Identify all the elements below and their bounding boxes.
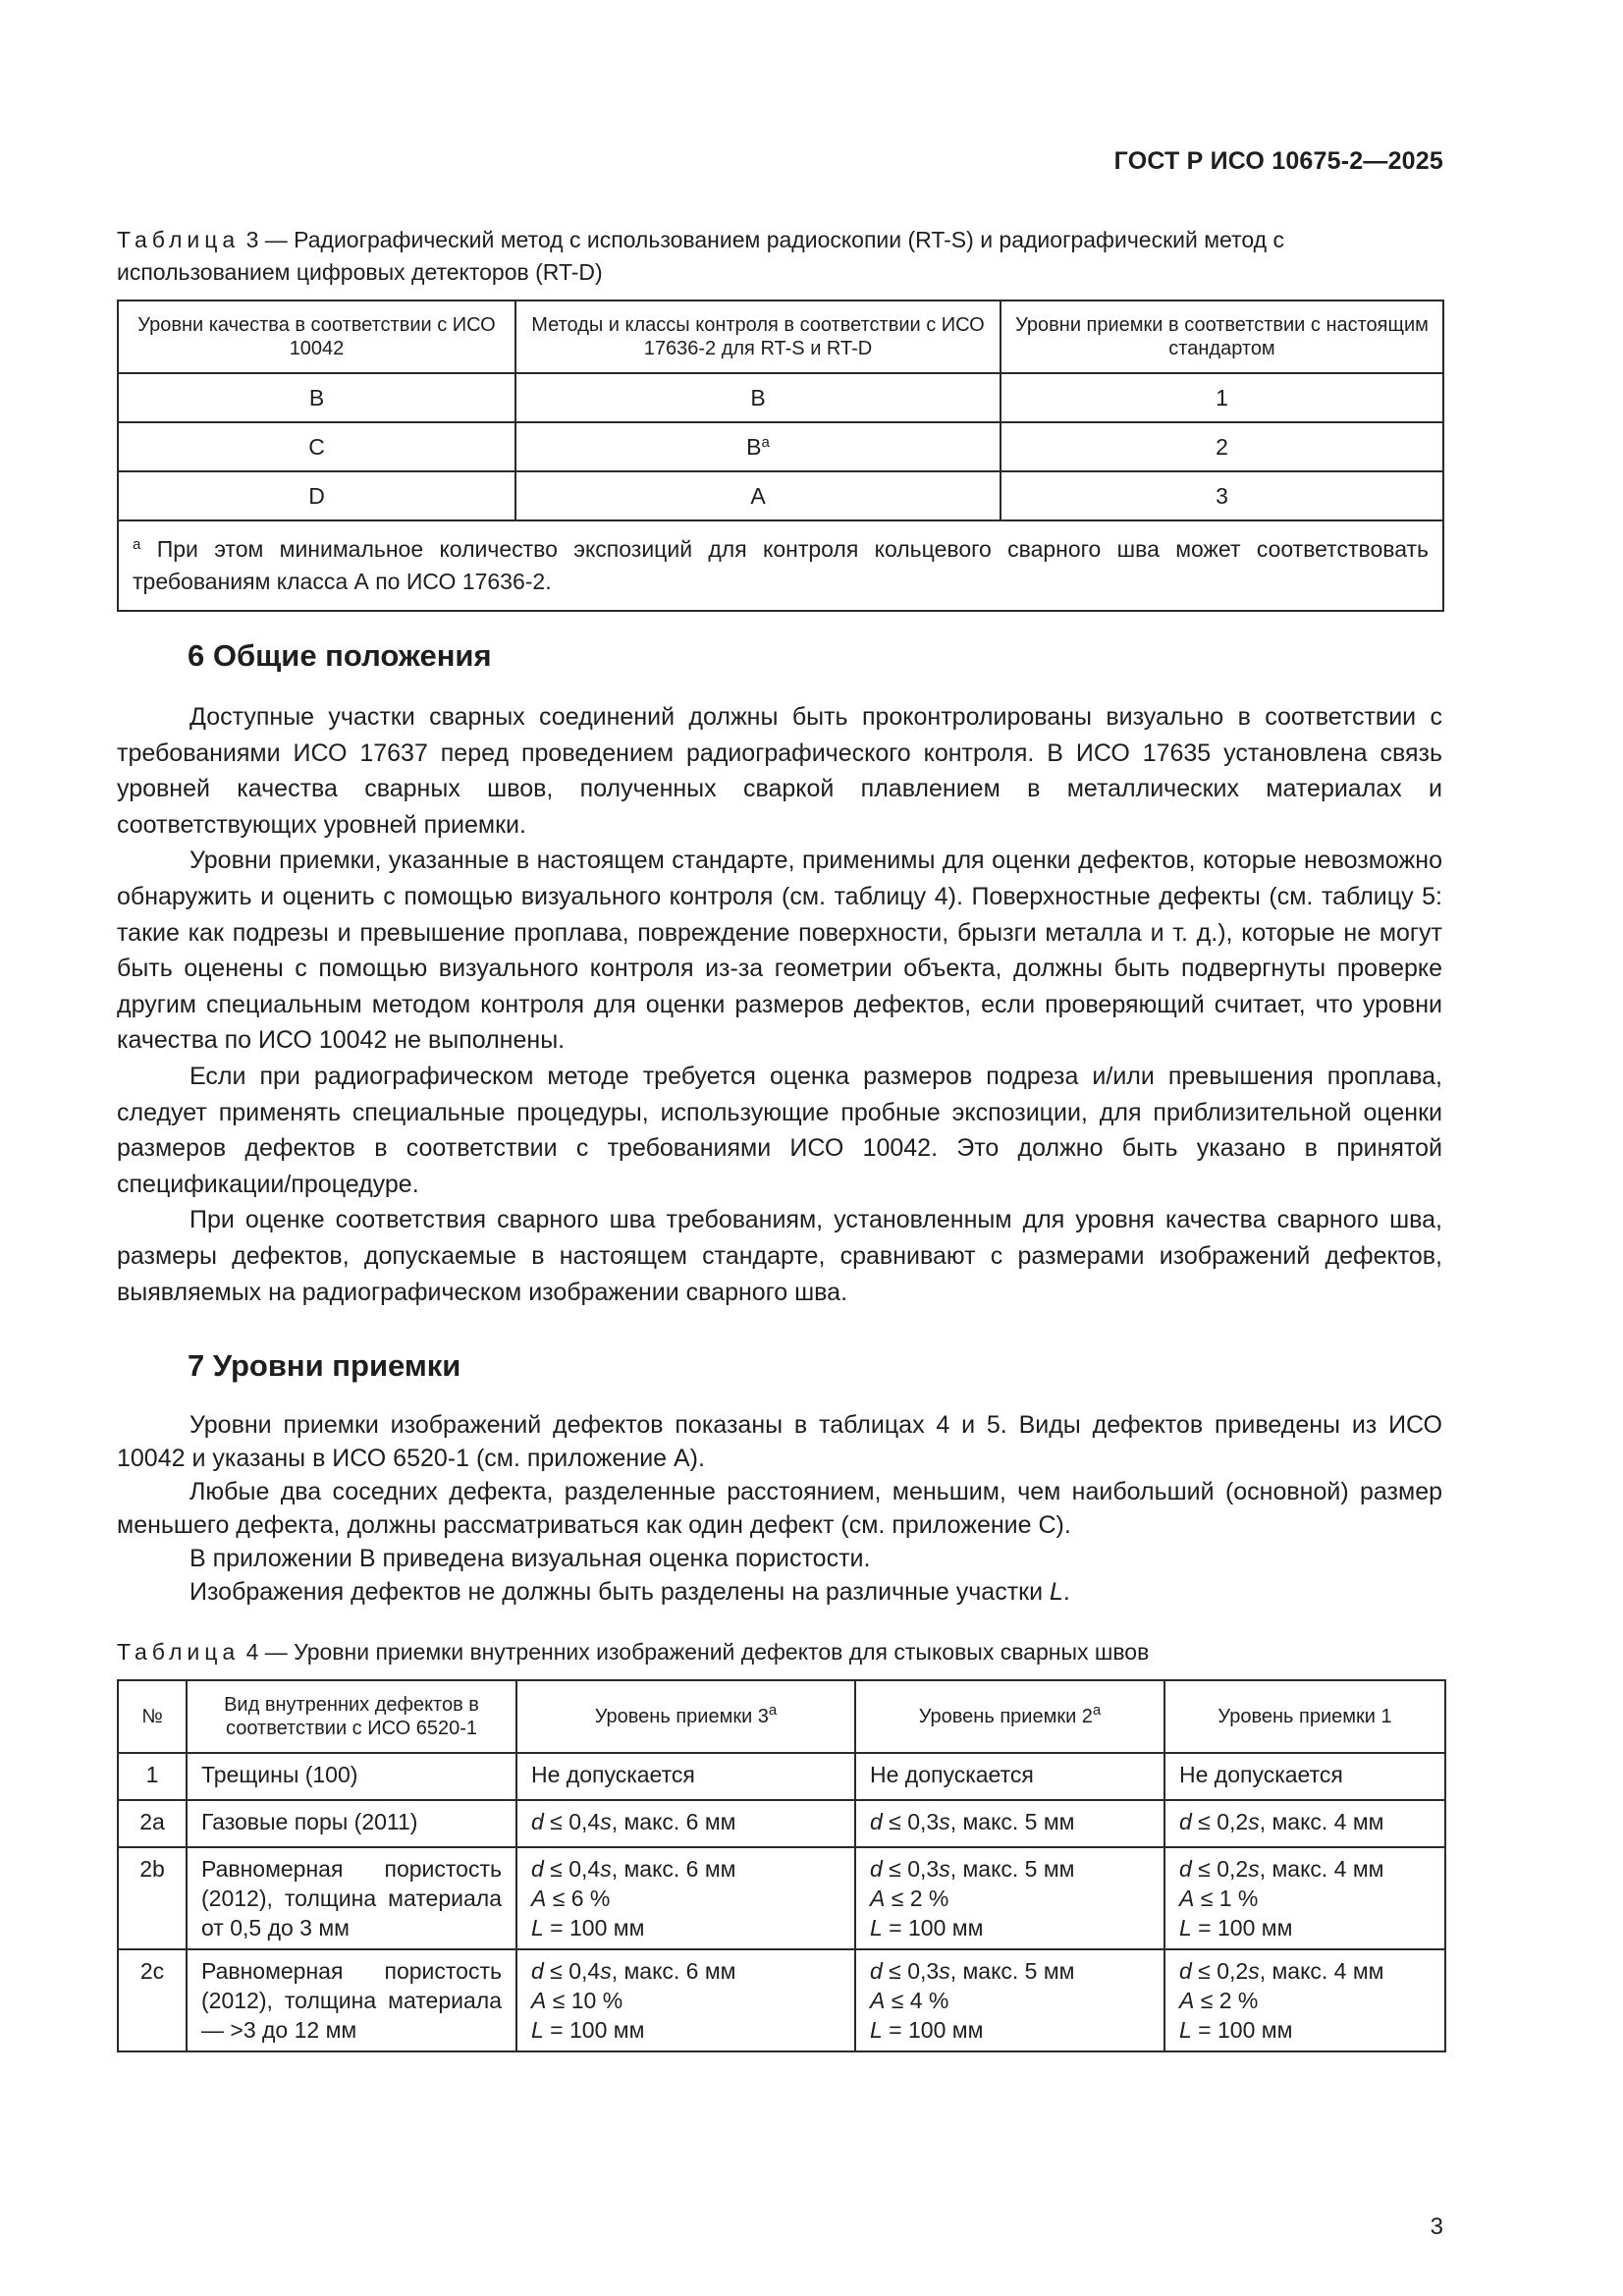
- cell-line: d ≤ 0,3s, макс. 5 мм: [870, 1809, 1075, 1834]
- cell-line: Не допускается: [870, 1762, 1034, 1787]
- footnote-mark: a: [133, 536, 141, 553]
- standard-code: ГОСТ Р ИСО 10675-2—2025: [1113, 147, 1443, 175]
- cell-line: L = 100 мм: [531, 2017, 645, 2043]
- table-cell: Газовые поры (2011): [187, 1800, 516, 1847]
- table-cell: [855, 1949, 1164, 2051]
- footnote-ref: a: [768, 1702, 778, 1719]
- paragraph: Любые два соседних дефекта, разделенные расстоянием, меньшим, чем наибольший (основной) размер меньшего дефекта, должны рассматриваться как один дефект (см. приложение С).: [117, 1478, 1442, 1539]
- paragraph-text: Изображения дефектов не должны быть разделены на различные участки L.: [189, 1578, 1070, 1606]
- table4-body: [118, 1753, 1445, 2051]
- table-row: [118, 1847, 1445, 1949]
- cell-line: A ≤ 6 %: [531, 1886, 611, 1911]
- table-cell: 2a: [118, 1800, 187, 1847]
- table3-header-cell: Уровни качества в соответствии с ИСО 10042: [118, 301, 515, 373]
- table3-caption-text: 3 — Радиографический метод с использованием радиоскопии (RT-S) и радиографический метод с использованием цифровых детекторов (RT-D): [117, 227, 1284, 285]
- table3-footnote-row: [118, 520, 1443, 611]
- table4-header-cell: №: [118, 1680, 187, 1753]
- page-number: 3: [1430, 2214, 1443, 2240]
- table-cell: 1: [1001, 373, 1443, 422]
- cell-line: L = 100 мм: [870, 2017, 984, 2043]
- table4-header-cell: [855, 1680, 1164, 1753]
- cell-text: A: [750, 482, 766, 509]
- table-cell: C: [118, 422, 515, 471]
- table-cell: Трещины (100): [187, 1753, 516, 1800]
- cell-line: A ≤ 2 %: [1179, 1988, 1259, 2013]
- section-7-title: 7 Уровни приемки: [188, 1348, 461, 1383]
- table-cell: [515, 422, 1001, 471]
- table4-header-row: [118, 1680, 1445, 1753]
- table-cell: [515, 471, 1001, 520]
- cell-line: d ≤ 0,3s, макс. 5 мм: [870, 1958, 1075, 1984]
- header-text: Уровень приемки 2: [918, 1706, 1093, 1727]
- table4-header-cell: Вид внутренних дефектов в соответствии с ИСО 6520-1: [187, 1680, 516, 1753]
- paragraph: Уровни приемки, указанные в настоящем стандарте, применимы для оценки дефектов, которые невозможно обнаружить и оценить с помощью визуального контроля (см. таблицу 4). Поверхностные дефекты (см. таблицу 5: такие как подрезы и превышение проплава, повреждение поверхности, брызги металла и т. д.), которые не могут быть оценены с помощью визуального контроля из-за геометрии объекта, должны быть подвергнуты проверке другим специальным методом контроля для оценки размеров дефектов, если проверяющий считает, что уровни качества по ИСО 10042 не выполнены.: [117, 847, 1442, 1055]
- table4: [117, 1679, 1446, 2052]
- paragraph: В приложении В приведена визуальная оценка пористости.: [189, 1545, 871, 1572]
- table-cell: [516, 1847, 855, 1949]
- table3-footnote: [118, 520, 1443, 611]
- table-cell: [1164, 1847, 1445, 1949]
- footnote-ref: a: [761, 433, 770, 451]
- table-cell: [515, 373, 1001, 422]
- table-cell: [855, 1753, 1164, 1800]
- table3-caption-label: Таблица: [117, 227, 241, 252]
- table-row: [118, 1949, 1445, 2051]
- table3-caption: [117, 224, 1442, 289]
- table4-caption: [117, 1636, 1442, 1668]
- table-cell: [516, 1753, 855, 1800]
- paragraph: Уровни приемки изображений дефектов показаны в таблицах 4 и 5. Виды дефектов приведены из ИСО 10042 и указаны в ИСО 6520-1 (см. приложение А).: [117, 1411, 1442, 1472]
- table-cell: [1164, 1800, 1445, 1847]
- table-cell: B: [118, 373, 515, 422]
- table-cell: 2c: [118, 1949, 187, 2051]
- paragraph: [117, 1575, 1442, 1609]
- header-text: Уровень приемки 3: [594, 1706, 769, 1727]
- cell-line: A ≤ 10 %: [531, 1988, 623, 2013]
- cell-line: d ≤ 0,2s, макс. 4 мм: [1179, 1958, 1384, 1984]
- cell-line: d ≤ 0,2s, макс. 4 мм: [1179, 1856, 1384, 1882]
- table4-caption-label: Таблица: [117, 1639, 241, 1665]
- cell-line: L = 100 мм: [870, 1915, 984, 1941]
- section-6-title: 6 Общие положения: [188, 638, 492, 673]
- table-cell: D: [118, 471, 515, 520]
- table-row: [118, 1753, 1445, 1800]
- section-7-body: [117, 1408, 1442, 1609]
- table-cell: 3: [1001, 471, 1443, 520]
- table4-header-cell: [516, 1680, 855, 1753]
- table-cell: 2: [1001, 422, 1443, 471]
- table-row: [118, 1800, 1445, 1847]
- table4-header-cell: Уровень приемки 1: [1164, 1680, 1445, 1753]
- cell-text: B: [750, 384, 766, 410]
- table4-caption-text: 4 — Уровни приемки внутренних изображений дефектов для стыковых сварных швов: [245, 1639, 1150, 1665]
- table3: [117, 300, 1444, 612]
- table-cell: [1164, 1753, 1445, 1800]
- table-cell: [1164, 1949, 1445, 2051]
- footnote-text: При этом минимальное количество экспозиций для контроля кольцевого сварного шва может соответствовать требованиям класса А по ИСО 17636-2.: [133, 536, 1430, 594]
- section-6-body: [117, 699, 1442, 1310]
- cell-line: L = 100 мм: [531, 1915, 645, 1941]
- cell-line: d ≤ 0,2s, макс. 4 мм: [1179, 1809, 1384, 1834]
- cell-line: d ≤ 0,4s, макс. 6 мм: [531, 1856, 736, 1882]
- table-cell: 1: [118, 1753, 187, 1800]
- cell-line: d ≤ 0,4s, макс. 6 мм: [531, 1809, 736, 1834]
- cell-line: L = 100 мм: [1179, 1915, 1293, 1941]
- table-row: [118, 422, 1443, 471]
- table-cell: Равномерная пористость (2012), толщина материала — >3 до 12 мм: [187, 1949, 516, 2051]
- footnote-ref: a: [1092, 1702, 1102, 1719]
- cell-line: A ≤ 4 %: [870, 1988, 949, 2013]
- cell-line: A ≤ 1 %: [1179, 1886, 1259, 1911]
- cell-line: L = 100 мм: [1179, 2017, 1293, 2043]
- table-row: [118, 373, 1443, 422]
- cell-line: Не допускается: [531, 1762, 695, 1787]
- paragraph: Доступные участки сварных соединений должны быть проконтролированы визуально в соответствии с требованиями ИСО 17637 перед проведением радиографического контроля. В ИСО 17635 установлена связь уровней качества сварных швов, полученных сваркой плавлением в металлических материалах и соответствующих уровней приемки.: [117, 703, 1442, 839]
- cell-line: Не допускается: [1179, 1762, 1343, 1787]
- table-cell: [855, 1847, 1164, 1949]
- table-cell: [516, 1800, 855, 1847]
- table-cell: 2b: [118, 1847, 187, 1949]
- table3-header-cell: Методы и классы контроля в соответствии с ИСО 17636-2 для RT-S и RT-D: [515, 301, 1001, 373]
- table-cell: Равномерная пористость (2012), толщина материала от 0,5 до 3 мм: [187, 1847, 516, 1949]
- table3-header-row: [118, 301, 1443, 373]
- table-row: [118, 471, 1443, 520]
- cell-line: A ≤ 2 %: [870, 1886, 949, 1911]
- table3-header-cell: Уровни приемки в соответствии с настоящим стандартом: [1001, 301, 1443, 373]
- cell-text: B: [746, 433, 762, 460]
- table-cell: [516, 1949, 855, 2051]
- table-cell: [855, 1800, 1164, 1847]
- paragraph: Если при радиографическом методе требуется оценка размеров подреза и/или превышения проплава, следует применять специальные процедуры, использующие пробные экспозиции, для приблизительной оценки размеров дефектов в соответствии с требованиями ИСО 10042. Это должно быть указано в принятой спецификации/процедуре.: [117, 1062, 1442, 1198]
- paragraph: При оценке соответствия сварного шва требованиям, установленным для уровня качества сварного шва, размеры дефектов, допускаемые в настоящем стандарте, сравнивают с размерами изображений дефектов, выявляемых на радиографическом изображении сварного шва.: [117, 1206, 1442, 1306]
- cell-line: d ≤ 0,3s, макс. 5 мм: [870, 1856, 1075, 1882]
- cell-line: d ≤ 0,4s, макс. 6 мм: [531, 1958, 736, 1984]
